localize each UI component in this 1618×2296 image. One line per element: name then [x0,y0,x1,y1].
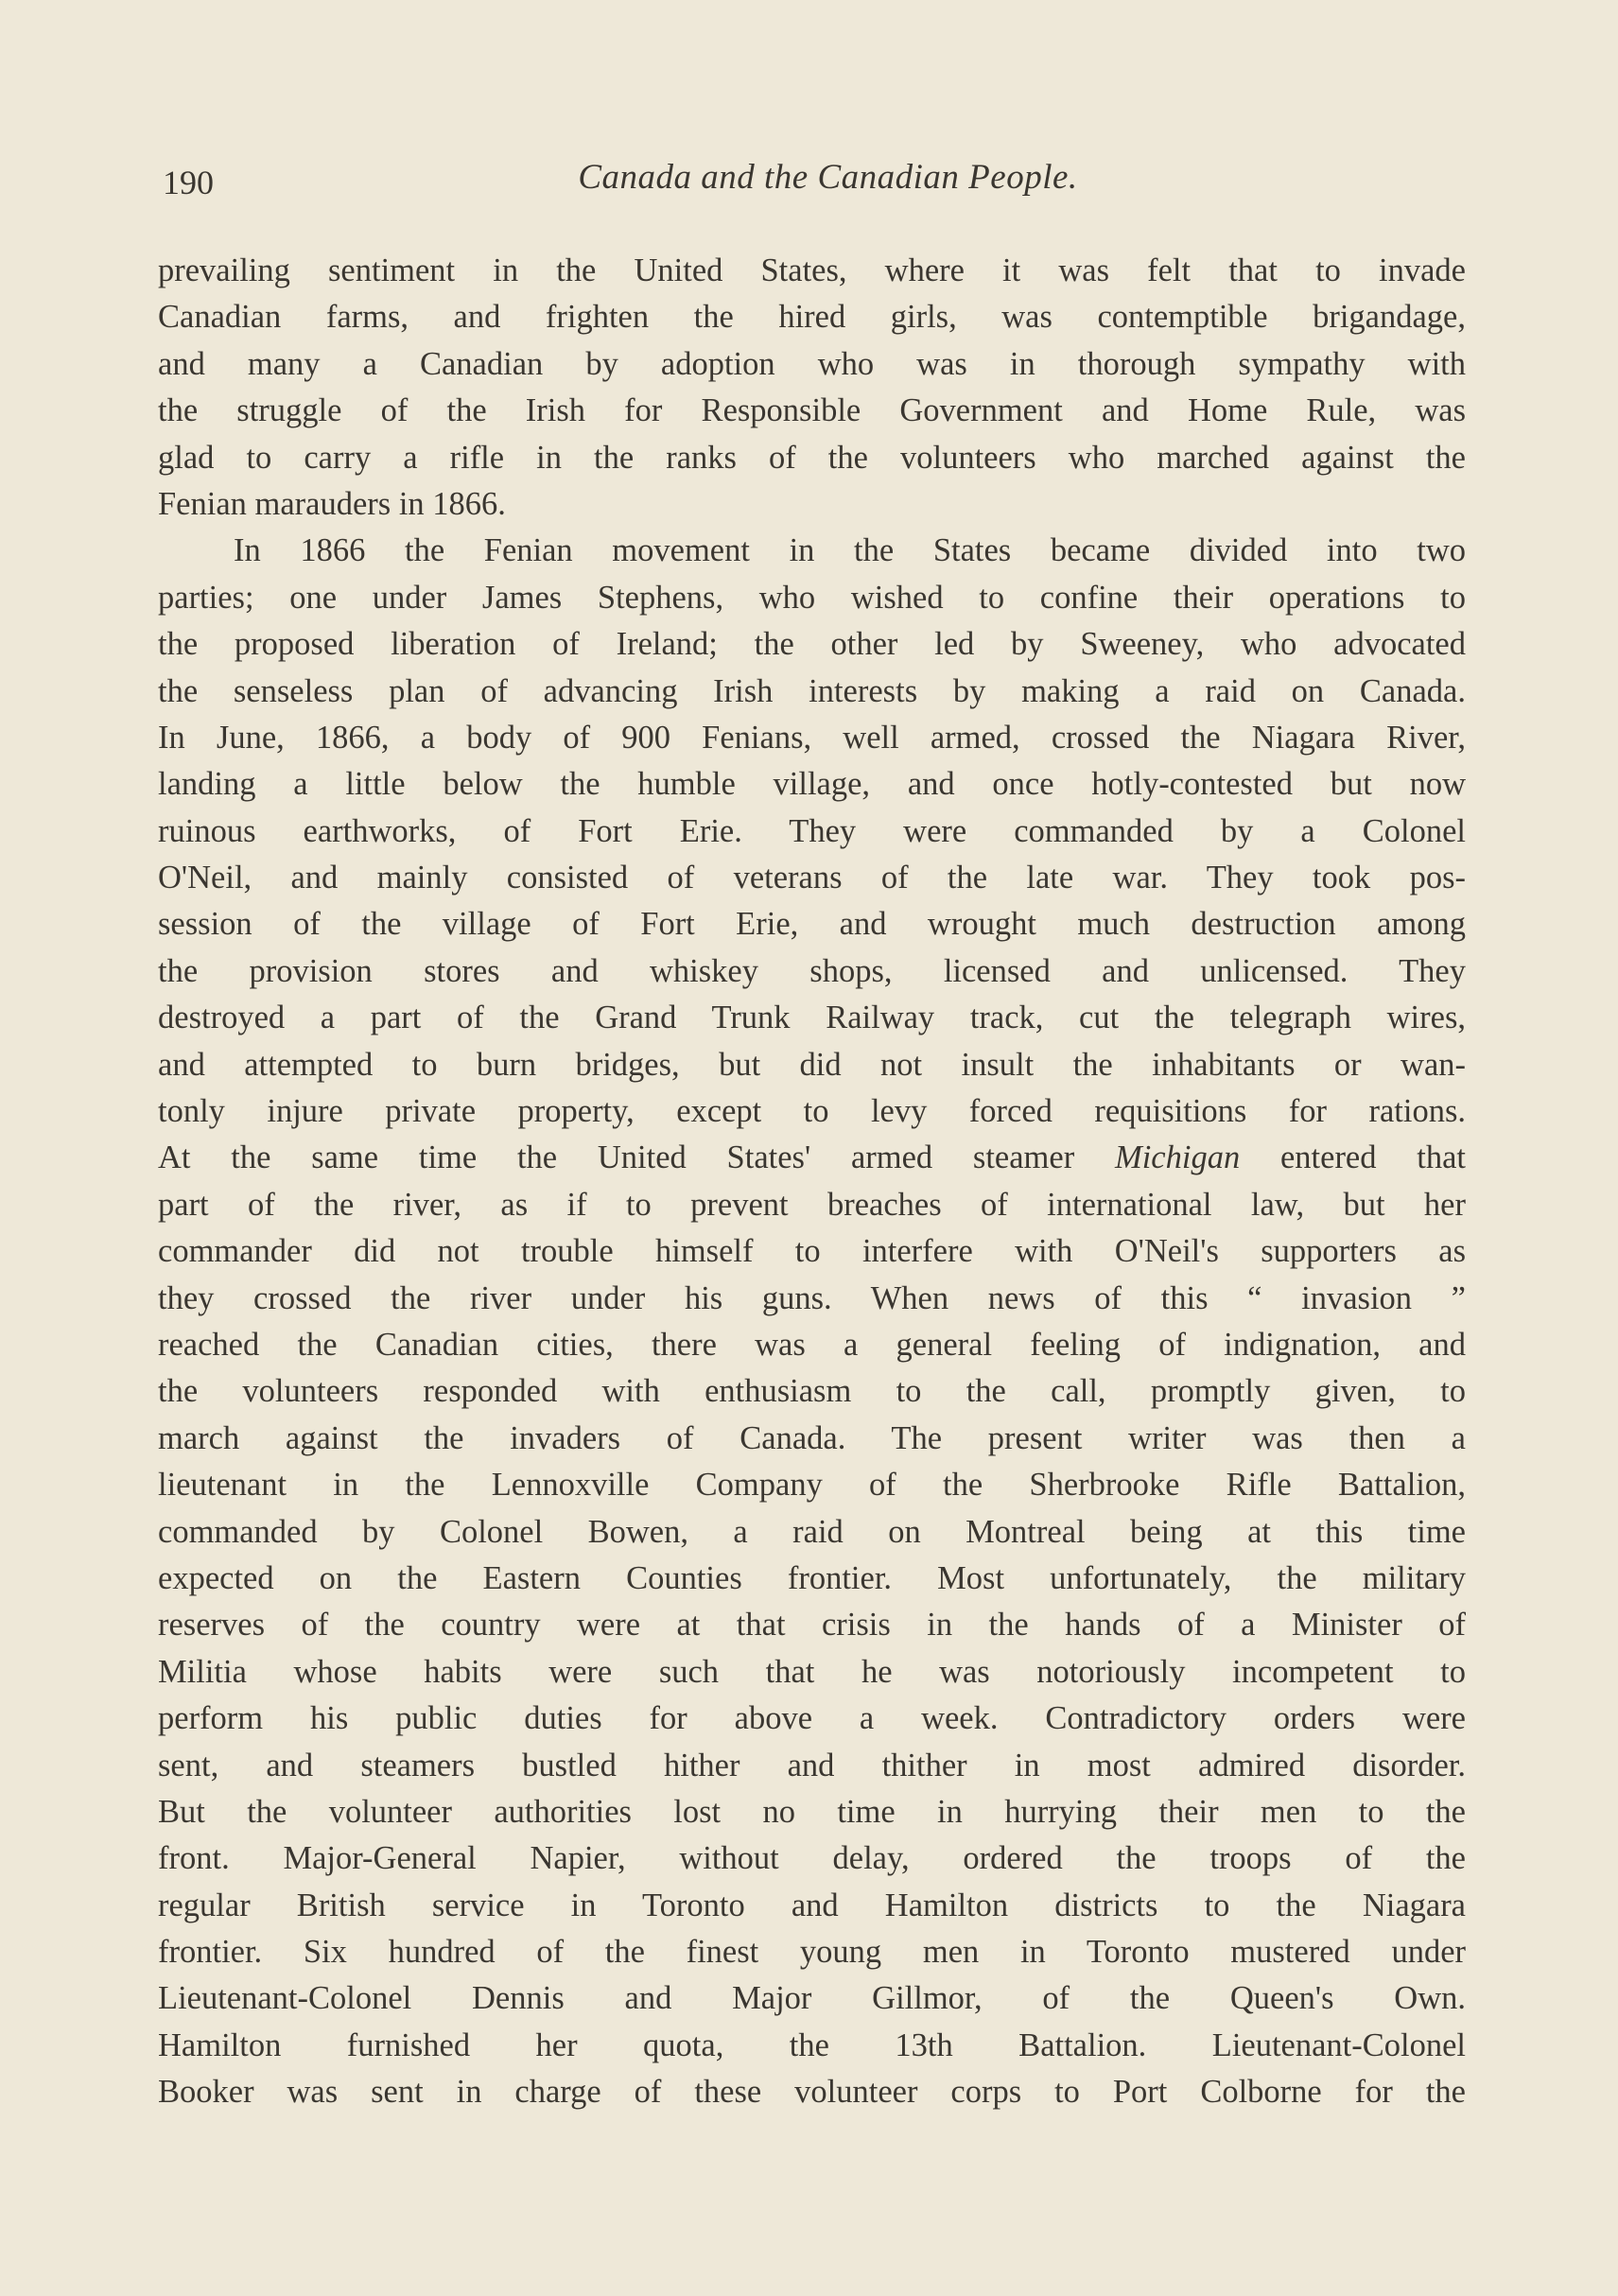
text-line: the provision stores and whiskey shops, licensed and unlicensed. They [158,952,1466,989]
text-line: tonly injure private property, except to levy forced requisitions for rations. [158,1093,1466,1130]
running-title: Canada and the Canadian People. [578,158,1078,197]
text-line: and many a Canadian by adoption who was in thorough sympathy with [158,345,1466,382]
text-line: O'Neil, and mainly consisted of veterans of the late war. They took pos- [158,860,1466,896]
text-segment: At the same time the United States' armed steamer [158,1139,1115,1176]
text-line: the struggle of the Irish for Responsible Government and Home Rule, was [158,392,1466,429]
text-line: landing a little below the humble village, and once hotly-contested but now [158,766,1466,803]
text-line: Booker was sent in charge of these volunteer corps to Port Colborne for the [158,2074,1466,2111]
text-line: Canadian farms, and frighten the hired girls, was contemptible brigandage, [158,299,1466,336]
text-line: sent, and steamers bustled hither and thither in most admired disorder. [158,1747,1466,1783]
text-line: the proposed liberation of Ireland; the other led by Sweeney, who advocated [158,626,1466,663]
text-line: reached the Canadian cities, there was a general feeling of indignation, and [158,1326,1466,1363]
text-line: the volunteers responded with enthusiasm to the call, promptly given, to [158,1373,1466,1410]
text-line: and attempted to burn bridges, but did not insult the inhabitants or wan- [158,1046,1466,1083]
text-line: destroyed a part of the Grand Trunk Railway track, cut the telegraph wires, [158,1000,1466,1036]
text-line: perform his public duties for above a week. Contradictory orders were [158,1700,1466,1737]
text-line: reserves of the country were at that crisis in the hands of a Minister of [158,1607,1466,1644]
text-line: glad to carry a rifle in the ranks of the volunteers who marched against the [158,439,1466,476]
text-line: frontier. Six hundred of the finest young men in Toronto mustered under [158,1934,1466,1971]
text-line: Militia whose habits were such that he was notoriously incompetent to [158,1653,1466,1690]
text-line: part of the river, as if to prevent breaches of international law, but her [158,1186,1466,1223]
text-line: In June, 1866, a body of 900 Fenians, well armed, crossed the Niagara River, [158,719,1466,756]
text-line: ruinous earthworks, of Fort Erie. They were commanded by a Colonel [158,812,1466,849]
body-text [158,248,1466,2116]
text-line: lieutenant in the Lennoxville Company of the Sherbrooke Rifle Battalion, [158,1467,1466,1504]
text-line: regular British service in Toronto and Hamilton districts to the Niagara [158,1887,1466,1923]
text-line: front. Major-General Napier, without delay, ordered the troops of the [158,1840,1466,1877]
text-line: the senseless plan of advancing Irish interests by making a raid on Canada. [158,672,1466,709]
text-line: But the volunteer authorities lost no time in hurrying their men to the [158,1793,1466,1830]
paragraph [158,528,1466,2115]
text-line: Fenian marauders in 1866. [158,485,506,522]
text-line: commander did not trouble himself to interfere with O'Neil's supporters as [158,1233,1466,1270]
text-line: session of the village of Fort Erie, and wrought much destruction among [158,906,1466,943]
text-line: Lieutenant-Colonel Dennis and Major Gillmor, of the Queen's Own. [158,1980,1466,2017]
paragraph [158,248,1466,528]
text-line: parties; one under James Stephens, who wished to confine their operations to [158,579,1466,616]
text-line: In 1866 the Fenian movement in the States became divided into two [234,532,1466,569]
italic-ship-name: Michigan [1114,1139,1241,1176]
text-line [158,1135,1466,1181]
text-segment: entered that [1240,1139,1466,1176]
text-line: march against the invaders of Canada. The present writer was then a [158,1419,1466,1456]
text-line: prevailing sentiment in the United States, where it was felt that to invade [158,252,1466,288]
page-number: 190 [163,164,214,201]
text-line: they crossed the river under his guns. When news of this “ invasion ” [158,1279,1466,1316]
text-line: expected on the Eastern Counties frontier. Most unfortunately, the military [158,1559,1466,1596]
text-line: Hamilton furnished her quota, the 13th Battalion. Lieutenant-Colonel [158,2026,1466,2063]
text-line: commanded by Colonel Bowen, a raid on Montreal being at this time [158,1513,1466,1550]
